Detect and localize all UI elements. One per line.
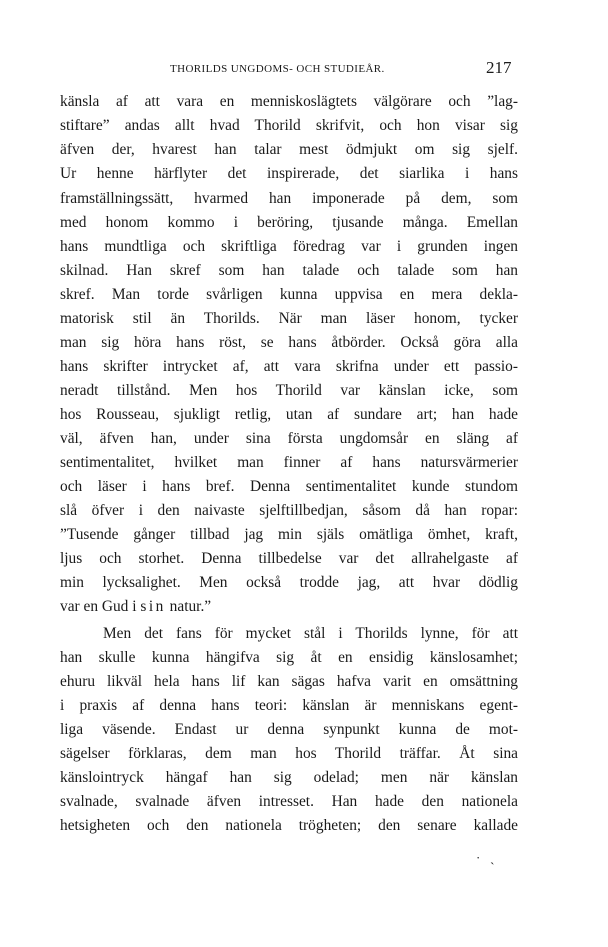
- text-line: han skulle kunna hängifva sig åt en ensidig känslosamhet;: [60, 649, 518, 666]
- text-line: skilnad. Han skref som han talade och talade som han: [60, 262, 518, 279]
- text-line: framställningssätt, hvarmed han imponerade på dem, som: [60, 190, 518, 207]
- text-line: ehuru likväl hela hans lif kan sägas hafva varit en omsättning: [60, 673, 518, 690]
- text-line: matorisk stil än Thorilds. När man läser honom, tycker: [60, 310, 518, 327]
- text-line: ”Tusende gånger tillbad jag min själs omätliga ömhet, kraft,: [60, 526, 518, 543]
- text-line-paragraph-start: Men det fans för mycket stål i Thorilds lynne, för att: [103, 625, 518, 642]
- text-line: min lycksalighet. Men också trodde jag, att hvar dödlig: [60, 574, 518, 591]
- text-fragment: var en Gud i: [60, 598, 141, 615]
- text-line: hans mundtliga och skriftliga föredrag var i grunden ingen: [60, 238, 518, 255]
- text-line: ljus och storhet. Denna tillbedelse var det allrahelgaste af: [60, 550, 518, 567]
- text-line: liga väsende. Endast ur denna synpunkt kunna de mot-: [60, 721, 518, 738]
- text-line: sentimentalitet, hvilket man finner af hans natursvärmerier: [60, 454, 518, 471]
- text-line: känslointryck hängaf han sig odelad; men när känslan: [60, 769, 518, 786]
- text-fragment: natur.”: [165, 598, 212, 615]
- text-line: känsla af att vara en menniskoslägtets välgörare och ”lag-: [60, 93, 518, 110]
- ink-specks: · ˎ: [476, 850, 495, 865]
- text-line: med honom kommo i beröring, tjusande många. Emellan: [60, 214, 518, 231]
- text-line: svalnade, svalnade äfven intresset. Han hade den nationela: [60, 793, 518, 810]
- page-number: 217: [486, 58, 512, 77]
- text-line: hos Rousseau, sjukligt retlig, utan af sundare art; han hade: [60, 406, 518, 423]
- spaced-word: sin: [140, 598, 166, 615]
- text-line: väl, äfven han, under sina första ungdomsår en släng af: [60, 430, 518, 447]
- text-line: i praxis af denna hans teori: känslan är menniskans egent-: [60, 697, 518, 714]
- text-line: slå öfver i den naivaste sjelftillbedjan, såsom då han ropar:: [60, 502, 518, 519]
- text-line-paragraph-end: [60, 596, 518, 618]
- text-line: sägelser förklaras, dem man hos Thorild träffar. Åt sina: [60, 745, 518, 762]
- text-line: hetsigheten och den nationela trögheten; den senare kallade: [60, 817, 518, 834]
- text-line: neradt tillstånd. Men hos Thorild var känslan icke, som: [60, 382, 518, 399]
- running-head: THORILDS UNGDOMS- OCH STUDIEÅR.: [170, 63, 385, 75]
- text-line: och läser i hans bref. Denna sentimentalitet kunde stundom: [60, 478, 518, 495]
- text-line: skref. Man torde svårligen kunna uppvisa en mera dekla-: [60, 286, 518, 303]
- text-line: man sig höra hans röst, se hans åtbörder. Också göra alla: [60, 334, 518, 351]
- text-line: hans skrifter intrycket af, att vara skrifna under ett passio-: [60, 358, 518, 375]
- text-line: äfven der, hvarest han talar mest ödmjukt om sig sjelf.: [60, 141, 518, 158]
- text-line: Ur henne härflyter det inspirerade, det siarlika i hans: [60, 165, 518, 182]
- text-line: stiftare” andas allt hvad Thorild skrifvit, och hon visar sig: [60, 117, 518, 134]
